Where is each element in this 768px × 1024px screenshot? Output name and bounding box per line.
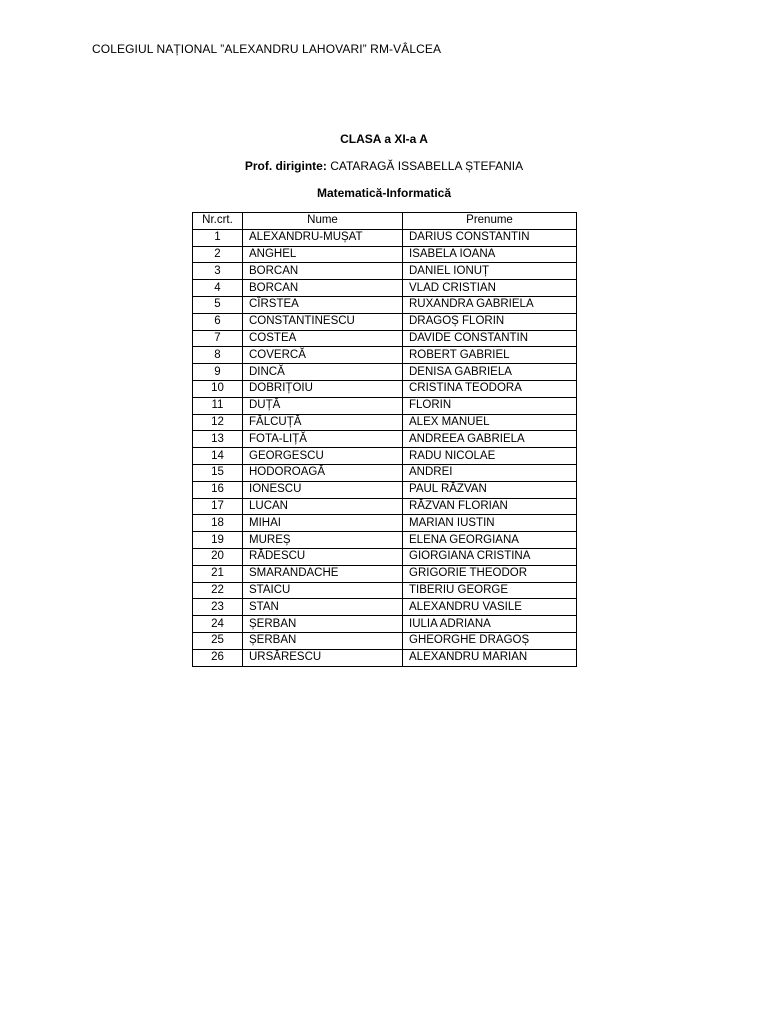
- student-table: [192, 212, 577, 667]
- cell-prenume: ALEXANDRU VASILE: [403, 599, 577, 616]
- cell-nume: MUREȘ: [243, 532, 403, 549]
- cell-nume: IONESCU: [243, 481, 403, 498]
- table-row: [193, 548, 577, 565]
- cell-prenume: ANDREEA GABRIELA: [403, 431, 577, 448]
- cell-prenume: DRAGOȘ FLORIN: [403, 313, 577, 330]
- table-row: [193, 330, 577, 347]
- cell-nume: COVERCĂ: [243, 347, 403, 364]
- cell-nr: 15: [193, 464, 243, 481]
- cell-nume: BORCAN: [243, 263, 403, 280]
- cell-nr: 16: [193, 481, 243, 498]
- cell-prenume: DAVIDE CONSTANTIN: [403, 330, 577, 347]
- cell-nume: DUȚĂ: [243, 397, 403, 414]
- cell-prenume: FLORIN: [403, 397, 577, 414]
- table-row: [193, 263, 577, 280]
- cell-nume: RĂDESCU: [243, 548, 403, 565]
- cell-nume: ȘERBAN: [243, 616, 403, 633]
- cell-prenume: IULIA ADRIANA: [403, 616, 577, 633]
- table-row: [193, 280, 577, 297]
- cell-prenume: RUXANDRA GABRIELA: [403, 296, 577, 313]
- cell-nume: ALEXANDRU-MUȘAT: [243, 229, 403, 246]
- table-row: [193, 313, 577, 330]
- cell-prenume: ALEX MANUEL: [403, 414, 577, 431]
- cell-nume: BORCAN: [243, 280, 403, 297]
- cell-nume: DOBRIȚOIU: [243, 380, 403, 397]
- cell-nr: 1: [193, 229, 243, 246]
- cell-nume: ANGHEL: [243, 246, 403, 263]
- cell-nr: 7: [193, 330, 243, 347]
- cell-nr: 21: [193, 565, 243, 582]
- table-row: [193, 481, 577, 498]
- teacher-line: [0, 159, 768, 173]
- table-row: [193, 599, 577, 616]
- table-row: [193, 380, 577, 397]
- cell-nume: URSĂRESCU: [243, 649, 403, 666]
- cell-prenume: ALEXANDRU MARIAN: [403, 649, 577, 666]
- cell-prenume: GIORGIANA CRISTINA: [403, 548, 577, 565]
- cell-prenume: ROBERT GABRIEL: [403, 347, 577, 364]
- cell-prenume: ISABELA IOANA: [403, 246, 577, 263]
- cell-nume: FOTA-LIȚĂ: [243, 431, 403, 448]
- cell-prenume: GHEORGHE DRAGOȘ: [403, 632, 577, 649]
- cell-prenume: RĂZVAN FLORIAN: [403, 498, 577, 515]
- cell-nume: HODOROAGĂ: [243, 464, 403, 481]
- table-row: [193, 347, 577, 364]
- cell-prenume: GRIGORIE THEODOR: [403, 565, 577, 582]
- cell-nr: 3: [193, 263, 243, 280]
- table-row: [193, 246, 577, 263]
- cell-nume: LUCAN: [243, 498, 403, 515]
- cell-nr: 5: [193, 296, 243, 313]
- class-title: CLASA a XI-a A: [340, 132, 428, 146]
- column-header-prenume: Prenume: [403, 213, 577, 230]
- cell-nr: 2: [193, 246, 243, 263]
- cell-prenume: DANIEL IONUȚ: [403, 263, 577, 280]
- table-row: [193, 616, 577, 633]
- table-row: [193, 649, 577, 666]
- cell-prenume: VLAD CRISTIAN: [403, 280, 577, 297]
- cell-nr: 14: [193, 448, 243, 465]
- table-row: [193, 431, 577, 448]
- cell-prenume: DENISA GABRIELA: [403, 364, 577, 381]
- table-row: [193, 632, 577, 649]
- cell-prenume: ELENA GEORGIANA: [403, 532, 577, 549]
- cell-nr: 6: [193, 313, 243, 330]
- cell-nr: 20: [193, 548, 243, 565]
- cell-nr: 26: [193, 649, 243, 666]
- cell-prenume: DARIUS CONSTANTIN: [403, 229, 577, 246]
- cell-prenume: TIBERIU GEORGE: [403, 582, 577, 599]
- cell-prenume: CRISTINA TEODORA: [403, 380, 577, 397]
- cell-nr: 9: [193, 364, 243, 381]
- cell-prenume: PAUL RĂZVAN: [403, 481, 577, 498]
- cell-nr: 8: [193, 347, 243, 364]
- cell-nume: ȘERBAN: [243, 632, 403, 649]
- cell-nume: DINCĂ: [243, 364, 403, 381]
- cell-nr: 24: [193, 616, 243, 633]
- cell-nr: 22: [193, 582, 243, 599]
- table-row: [193, 229, 577, 246]
- cell-prenume: MARIAN IUSTIN: [403, 515, 577, 532]
- table-row: [193, 498, 577, 515]
- table-row: [193, 448, 577, 465]
- cell-prenume: RADU NICOLAE: [403, 448, 577, 465]
- cell-nr: 11: [193, 397, 243, 414]
- cell-nr: 4: [193, 280, 243, 297]
- table-row: [193, 565, 577, 582]
- cell-nume: COSTEA: [243, 330, 403, 347]
- column-header-nume: Nume: [243, 213, 403, 230]
- cell-nume: GEORGESCU: [243, 448, 403, 465]
- column-header-nr: Nr.crt.: [193, 213, 243, 230]
- cell-nr: 23: [193, 599, 243, 616]
- table-row: [193, 582, 577, 599]
- cell-nr: 13: [193, 431, 243, 448]
- teacher-name: CATARAGĂ ISSABELLA ȘTEFANIA: [330, 159, 524, 173]
- table-row: [193, 464, 577, 481]
- cell-nr: 17: [193, 498, 243, 515]
- school-name: COLEGIUL NAȚIONAL ”ALEXANDRU LAHOVARI” RM-VÂLCEA: [92, 42, 442, 56]
- table-header-row: [193, 213, 577, 230]
- table-row: [193, 296, 577, 313]
- cell-nume: SMARANDACHE: [243, 565, 403, 582]
- table-row: [193, 397, 577, 414]
- cell-nr: 25: [193, 632, 243, 649]
- table-row: [193, 532, 577, 549]
- cell-nr: 10: [193, 380, 243, 397]
- cell-nume: STAN: [243, 599, 403, 616]
- cell-prenume: ANDREI: [403, 464, 577, 481]
- cell-nume: CONSTANTINESCU: [243, 313, 403, 330]
- cell-nume: CÎRSTEA: [243, 296, 403, 313]
- table-row: [193, 414, 577, 431]
- cell-nume: STAICU: [243, 582, 403, 599]
- table-row: [193, 364, 577, 381]
- cell-nr: 12: [193, 414, 243, 431]
- cell-nume: FĂLCUȚĂ: [243, 414, 403, 431]
- cell-nr: 18: [193, 515, 243, 532]
- table-row: [193, 515, 577, 532]
- profile-title: Matematică-Informatică: [316, 186, 452, 200]
- cell-nume: MIHAI: [243, 515, 403, 532]
- cell-nr: 19: [193, 532, 243, 549]
- teacher-label: Prof. diriginte:: [244, 159, 327, 173]
